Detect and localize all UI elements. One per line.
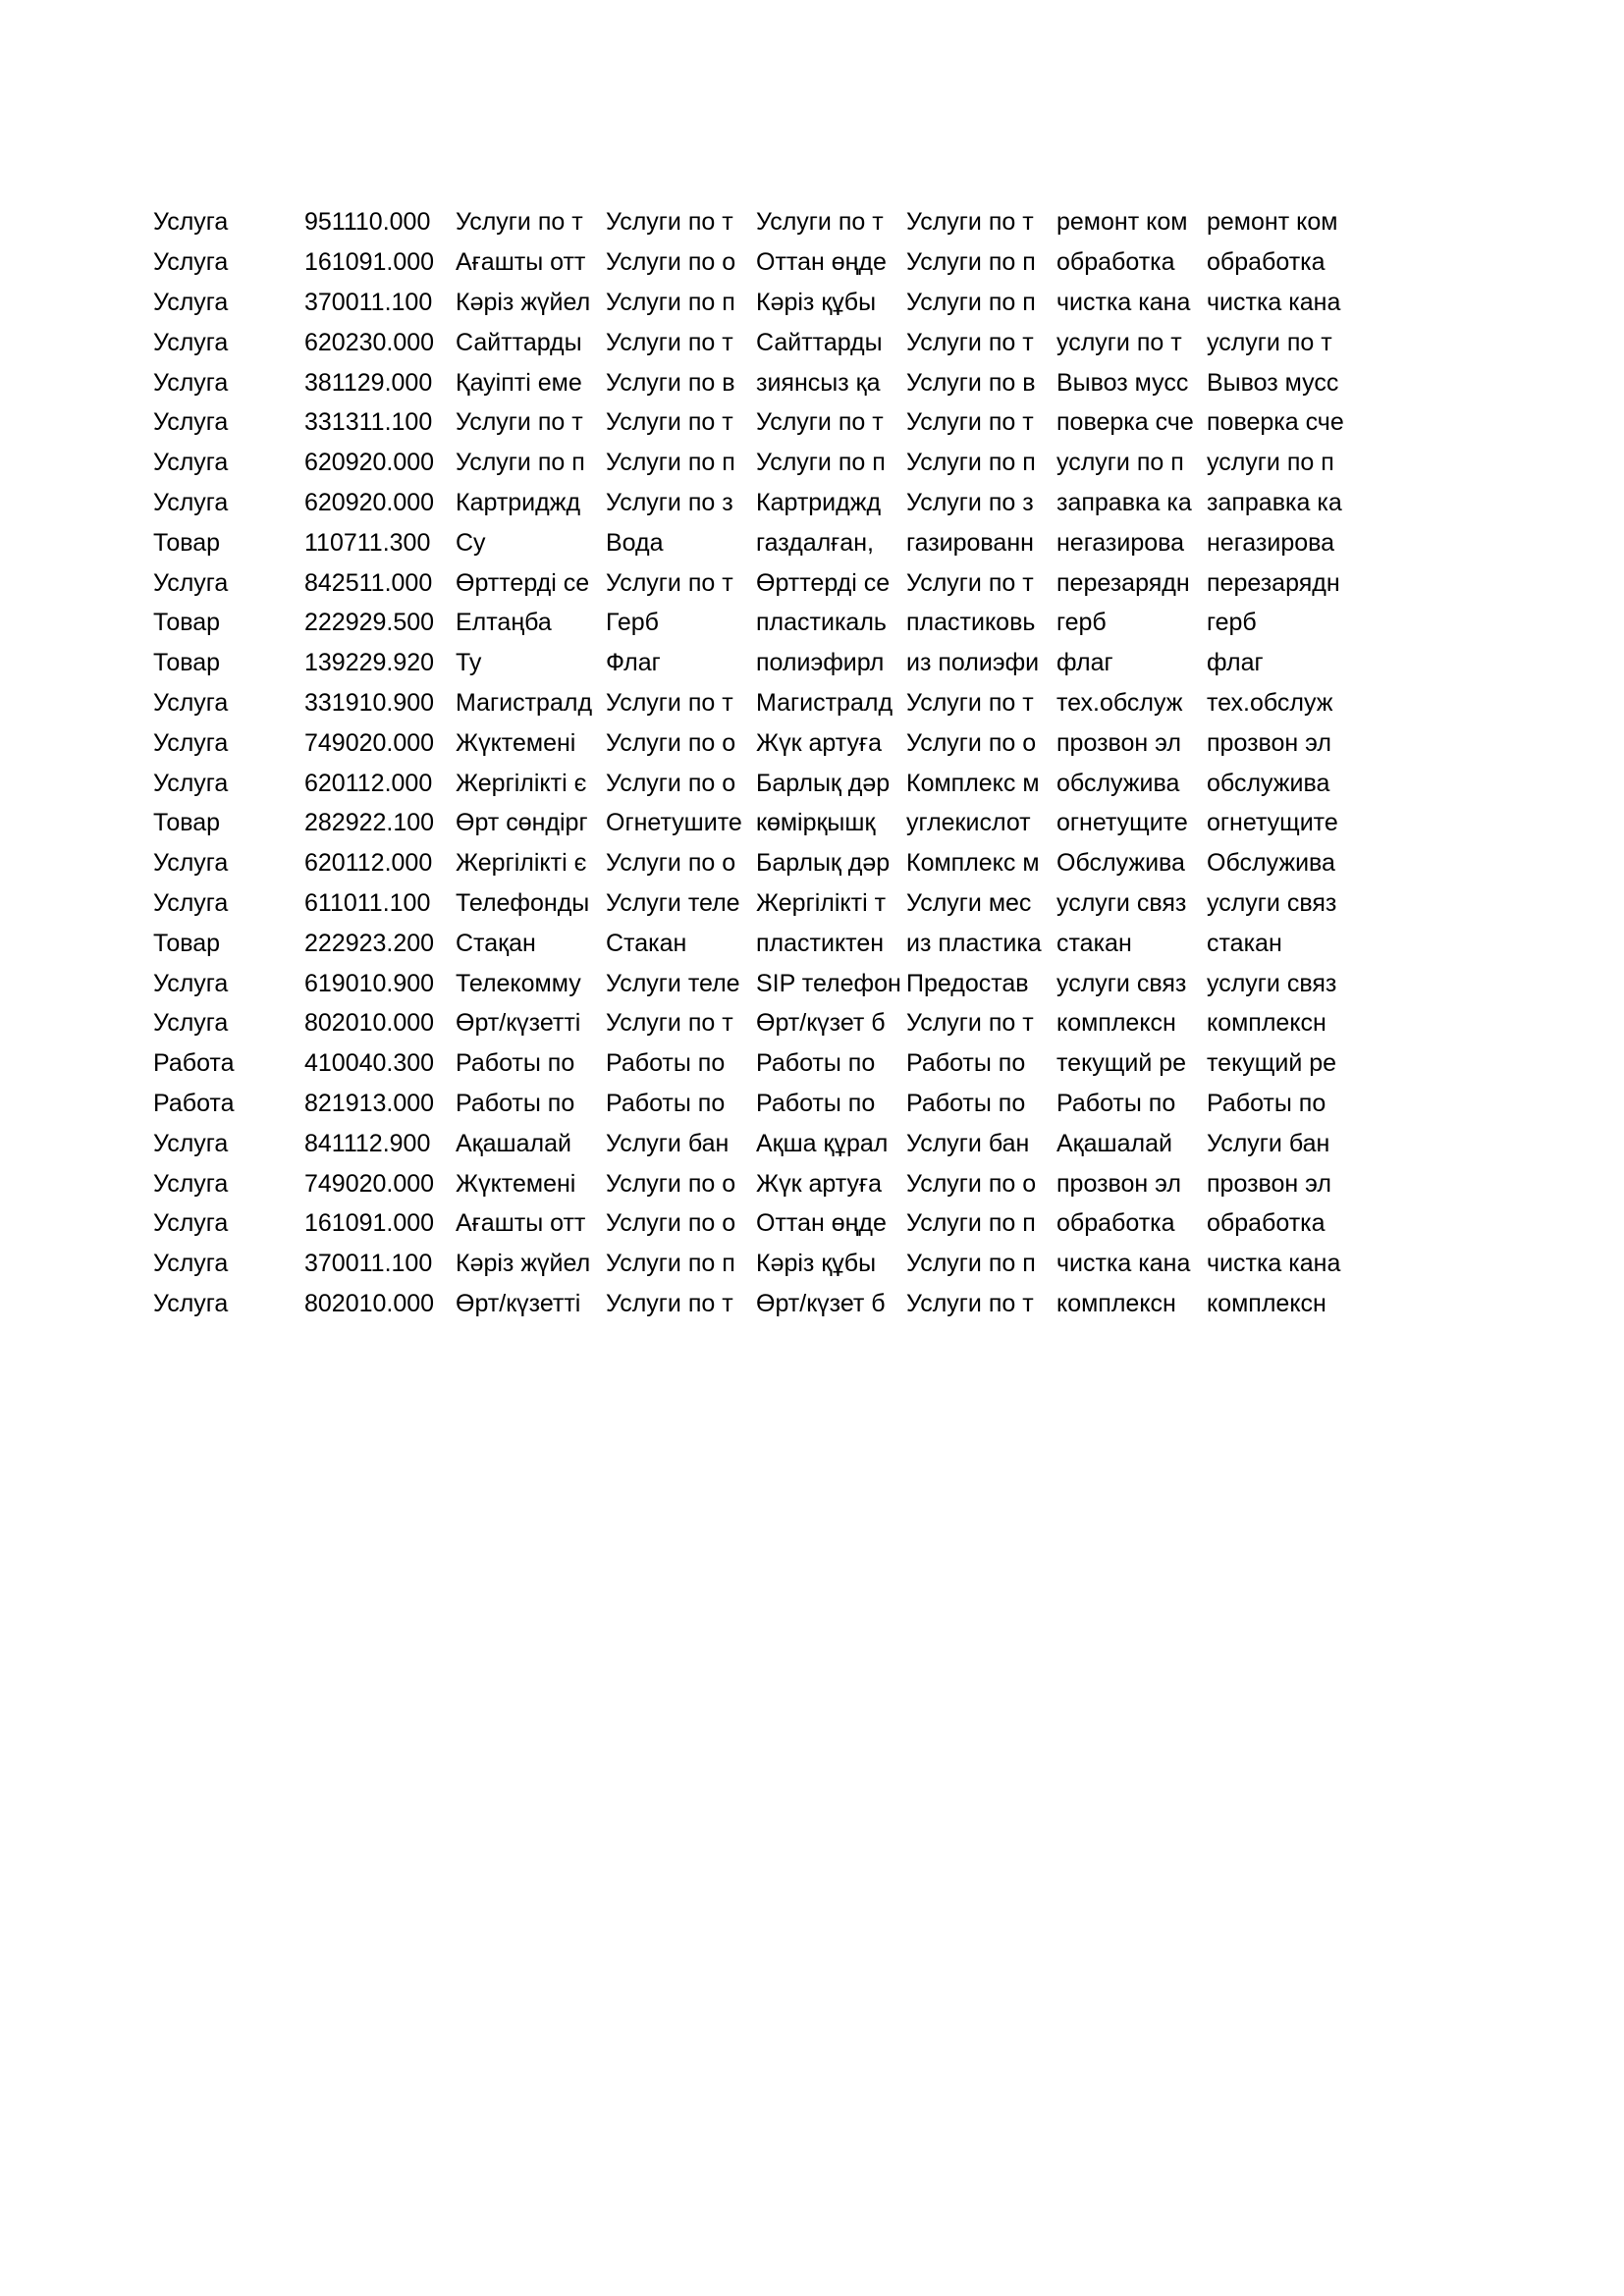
type-cell: Услуга [153, 888, 229, 917]
extra-desc-cell: герб [1056, 609, 1107, 637]
table-row [153, 1203, 1361, 1244]
desc-kz-cell: SIP телефон [756, 969, 901, 997]
type-cell: Услуга [153, 408, 229, 437]
type-cell: Работа [153, 1089, 235, 1117]
name-ru-cell: Вода [606, 528, 664, 557]
table-row [153, 843, 1361, 883]
name-ru-cell: Услуги по т [606, 328, 733, 356]
name-kz-cell: Өрттерді се [456, 568, 590, 597]
table-row [153, 283, 1361, 323]
name-kz-cell: Сайттарды [456, 328, 582, 356]
name-ru-cell: Услуги по т [606, 408, 733, 437]
extra-desc-cell: прозвон эл [1056, 1169, 1181, 1198]
table-row [153, 562, 1361, 603]
table-row [153, 322, 1361, 362]
extra-desc-cell: услуги по т [1056, 328, 1182, 356]
code-cell: 749020.000 [304, 728, 435, 757]
extra-desc-ru-cell: комплексн [1207, 1289, 1326, 1317]
desc-kz-cell: көмірқышқ [756, 809, 876, 837]
desc-kz-cell: Жүк артуға [756, 1169, 882, 1198]
desc-ru-cell: Услуги по т [906, 408, 1034, 437]
desc-kz-cell: Услуги по п [756, 449, 886, 477]
code-cell: 331311.100 [304, 408, 433, 437]
name-ru-cell: Флаг [606, 649, 661, 677]
extra-desc-ru-cell: услуги по т [1207, 328, 1332, 356]
table-row [153, 242, 1361, 283]
type-cell: Услуга [153, 568, 229, 597]
name-ru-cell: Услуги по п [606, 449, 735, 477]
desc-kz-cell: пластикаль [756, 609, 887, 637]
desc-kz-cell: Услуги по т [756, 408, 884, 437]
table-row [153, 522, 1361, 562]
extra-desc-ru-cell: поверка сче [1207, 408, 1344, 437]
desc-ru-cell: Услуги по т [906, 1009, 1034, 1038]
type-cell: Услуга [153, 769, 229, 797]
spreadsheet-table [153, 202, 1361, 1323]
desc-ru-cell: Услуги по п [906, 288, 1036, 316]
desc-ru-cell: углекислот [906, 809, 1031, 837]
desc-ru-cell: Услуги по п [906, 248, 1036, 277]
desc-ru-cell: Услуги по п [906, 1209, 1036, 1238]
name-kz-cell: Су [456, 528, 486, 557]
table-row [153, 1084, 1361, 1124]
desc-kz-cell: Кәріз құбы [756, 1250, 877, 1278]
type-cell: Товар [153, 649, 221, 677]
extra-desc-cell: обработка [1056, 1209, 1175, 1238]
desc-kz-cell: зиянсыз қа [756, 368, 881, 397]
code-cell: 620112.000 [304, 849, 433, 878]
name-ru-cell: Услуги по з [606, 488, 733, 516]
type-cell: Услуга [153, 288, 229, 316]
extra-desc-cell: тех.обслуж [1056, 688, 1183, 717]
name-ru-cell: Услуги по о [606, 769, 736, 797]
table-row [153, 763, 1361, 803]
desc-ru-cell: Услуги по з [906, 488, 1034, 516]
code-cell: 841112.900 [304, 1129, 431, 1157]
code-cell: 802010.000 [304, 1289, 435, 1317]
extra-desc-ru-cell: чистка кана [1207, 1250, 1341, 1278]
table-row [153, 883, 1361, 924]
extra-desc-ru-cell: тех.обслуж [1207, 688, 1333, 717]
name-kz-cell: Магистралд [456, 688, 593, 717]
extra-desc-ru-cell: услуги по п [1207, 449, 1334, 477]
name-ru-cell: Огнетушите [606, 809, 742, 837]
code-cell: 161091.000 [304, 1209, 435, 1238]
extra-desc-ru-cell: обработка [1207, 248, 1326, 277]
name-kz-cell: Стақан [456, 929, 536, 957]
extra-desc-ru-cell: Услуги бан [1207, 1129, 1330, 1157]
table-row [153, 963, 1361, 1003]
extra-desc-cell: заправка ка [1056, 488, 1192, 516]
name-ru-cell: Услуги по о [606, 248, 736, 277]
extra-desc-cell: услуги связ [1056, 969, 1187, 997]
extra-desc-cell: обработка [1056, 248, 1175, 277]
code-cell: 620920.000 [304, 449, 435, 477]
extra-desc-ru-cell: Вывоз мусс [1207, 368, 1339, 397]
desc-ru-cell: Комплекс м [906, 849, 1040, 878]
type-cell: Услуга [153, 728, 229, 757]
name-kz-cell: Елтаңба [456, 609, 552, 637]
name-kz-cell: Жергілікті є [456, 769, 587, 797]
type-cell: Услуга [153, 1209, 229, 1238]
desc-ru-cell: Услуги по т [906, 568, 1034, 597]
extra-desc-cell: комплексн [1056, 1289, 1176, 1317]
name-kz-cell: Кәріз жүйел [456, 1250, 591, 1278]
extra-desc-ru-cell: Работы по [1207, 1089, 1326, 1117]
code-cell: 161091.000 [304, 248, 435, 277]
desc-kz-cell: Картриджд [756, 488, 882, 516]
desc-kz-cell: газдалған, [756, 528, 874, 557]
name-kz-cell: Услуги по т [456, 408, 583, 437]
desc-kz-cell: полиэфирл [756, 649, 885, 677]
type-cell: Услуга [153, 368, 229, 397]
code-cell: 331910.900 [304, 688, 435, 717]
name-kz-cell: Өрт/күзетті [456, 1009, 581, 1038]
table-row [153, 402, 1361, 443]
extra-desc-ru-cell: услуги связ [1207, 969, 1337, 997]
extra-desc-cell: Обслужива [1056, 849, 1185, 878]
extra-desc-cell: огнетущите [1056, 809, 1188, 837]
type-cell: Услуга [153, 969, 229, 997]
type-cell: Услуга [153, 688, 229, 717]
name-kz-cell: Ағашты отт [456, 1209, 586, 1238]
extra-desc-ru-cell: негазирова [1207, 528, 1335, 557]
extra-desc-ru-cell: Обслужива [1207, 849, 1335, 878]
extra-desc-cell: Работы по [1056, 1089, 1176, 1117]
desc-kz-cell: Барлық дәр [756, 769, 891, 797]
code-cell: 802010.000 [304, 1009, 435, 1038]
extra-desc-cell: комплексн [1056, 1009, 1176, 1038]
table-row [153, 1003, 1361, 1043]
extra-desc-cell: Ақашалай [1056, 1129, 1172, 1157]
desc-ru-cell: газированн [906, 528, 1034, 557]
extra-desc-cell: флаг [1056, 649, 1113, 677]
extra-desc-ru-cell: прозвон эл [1207, 1169, 1331, 1198]
table-row [153, 1043, 1361, 1084]
code-cell: 951110.000 [304, 208, 431, 237]
type-cell: Услуга [153, 849, 229, 878]
extra-desc-cell: прозвон эл [1056, 728, 1181, 757]
extra-desc-ru-cell: обслужива [1207, 769, 1330, 797]
code-cell: 821913.000 [304, 1089, 435, 1117]
extra-desc-cell: услуги связ [1056, 888, 1187, 917]
name-kz-cell: Ағашты отт [456, 248, 586, 277]
type-cell: Услуга [153, 449, 229, 477]
name-kz-cell: Жүктемені [456, 728, 576, 757]
table-row [153, 362, 1361, 402]
code-cell: 222923.200 [304, 929, 435, 957]
type-cell: Услуга [153, 208, 229, 237]
type-cell: Услуга [153, 1169, 229, 1198]
desc-kz-cell: пластиктен [756, 929, 885, 957]
type-cell: Товар [153, 528, 221, 557]
table-row [153, 443, 1361, 483]
name-kz-cell: Телефонды [456, 888, 590, 917]
extra-desc-ru-cell: прозвон эл [1207, 728, 1331, 757]
extra-desc-cell: обслужива [1056, 769, 1180, 797]
name-ru-cell: Стакан [606, 929, 687, 957]
name-kz-cell: Работы по [456, 1089, 575, 1117]
code-cell: 381129.000 [304, 368, 433, 397]
extra-desc-ru-cell: текущий ре [1207, 1049, 1337, 1078]
table-row [153, 923, 1361, 963]
desc-ru-cell: из пластика [906, 929, 1042, 957]
name-ru-cell: Услуги по т [606, 568, 733, 597]
desc-ru-cell: Услуги по о [906, 728, 1037, 757]
type-cell: Услуга [153, 1009, 229, 1038]
name-ru-cell: Услуги по в [606, 368, 735, 397]
desc-ru-cell: Услуги по т [906, 328, 1034, 356]
name-ru-cell: Работы по [606, 1049, 726, 1078]
extra-desc-ru-cell: перезарядн [1207, 568, 1340, 597]
desc-ru-cell: Услуги по т [906, 208, 1034, 237]
table-row [153, 1163, 1361, 1203]
extra-desc-cell: поверка сче [1056, 408, 1194, 437]
code-cell: 620920.000 [304, 488, 435, 516]
desc-kz-cell: Өрт/күзет б [756, 1009, 886, 1038]
extra-desc-ru-cell: комплексн [1207, 1009, 1326, 1038]
code-cell: 620230.000 [304, 328, 435, 356]
desc-kz-cell: Работы по [756, 1089, 876, 1117]
desc-ru-cell: Работы по [906, 1049, 1026, 1078]
extra-desc-ru-cell: флаг [1207, 649, 1264, 677]
extra-desc-ru-cell: герб [1207, 609, 1257, 637]
extra-desc-ru-cell: заправка ка [1207, 488, 1342, 516]
table-row [153, 483, 1361, 523]
type-cell: Работа [153, 1049, 235, 1078]
type-cell: Услуга [153, 488, 229, 516]
desc-ru-cell: Услуги по п [906, 449, 1036, 477]
type-cell: Услуга [153, 1129, 229, 1157]
desc-ru-cell: пластиковь [906, 609, 1036, 637]
desc-kz-cell: Жүк артуға [756, 728, 882, 757]
code-cell: 620112.000 [304, 769, 433, 797]
extra-desc-ru-cell: услуги связ [1207, 888, 1337, 917]
table-row [153, 643, 1361, 683]
extra-desc-ru-cell: чистка кана [1207, 288, 1341, 316]
desc-kz-cell: Услуги по т [756, 208, 884, 237]
code-cell: 370011.100 [304, 1250, 433, 1278]
code-cell: 282922.100 [304, 809, 435, 837]
desc-ru-cell: Услуги по т [906, 1289, 1034, 1317]
desc-kz-cell: Работы по [756, 1049, 876, 1078]
extra-desc-cell: услуги по п [1056, 449, 1184, 477]
desc-ru-cell: Предостав [906, 969, 1029, 997]
name-ru-cell: Услуги по т [606, 208, 733, 237]
desc-ru-cell: из полиэфи [906, 649, 1040, 677]
name-kz-cell: Картриджд [456, 488, 581, 516]
extra-desc-cell: Вывоз мусс [1056, 368, 1189, 397]
name-ru-cell: Услуги по п [606, 288, 735, 316]
name-ru-cell: Услуги по т [606, 1009, 733, 1038]
code-cell: 410040.300 [304, 1049, 435, 1078]
name-kz-cell: Телекомму [456, 969, 581, 997]
name-kz-cell: Өрт сөндірг [456, 809, 588, 837]
extra-desc-cell: негазирова [1056, 528, 1185, 557]
extra-desc-ru-cell: обработка [1207, 1209, 1326, 1238]
name-ru-cell: Услуги по т [606, 1289, 733, 1317]
name-kz-cell: Услуги по п [456, 449, 585, 477]
desc-kz-cell: Ақша құрал [756, 1129, 889, 1157]
desc-ru-cell: Работы по [906, 1089, 1026, 1117]
desc-kz-cell: Жергілікті т [756, 888, 887, 917]
extra-desc-cell: текущий ре [1056, 1049, 1187, 1078]
name-kz-cell: Работы по [456, 1049, 575, 1078]
name-ru-cell: Услуги по о [606, 1169, 736, 1198]
name-ru-cell: Услуги по о [606, 728, 736, 757]
desc-kz-cell: Кәріз құбы [756, 288, 877, 316]
name-kz-cell: Жүктемені [456, 1169, 576, 1198]
name-ru-cell: Работы по [606, 1089, 726, 1117]
desc-kz-cell: Барлық дәр [756, 849, 891, 878]
extra-desc-ru-cell: огнетущите [1207, 809, 1338, 837]
type-cell: Услуга [153, 248, 229, 277]
table-row [153, 1284, 1361, 1324]
extra-desc-cell: чистка кана [1056, 288, 1191, 316]
table-row [153, 683, 1361, 723]
extra-desc-ru-cell: ремонт ком [1207, 208, 1338, 237]
extra-desc-cell: ремонт ком [1056, 208, 1188, 237]
desc-ru-cell: Услуги по в [906, 368, 1036, 397]
name-kz-cell: Өрт/күзетті [456, 1289, 581, 1317]
name-ru-cell: Услуги теле [606, 969, 740, 997]
name-kz-cell: Ақашалай [456, 1129, 571, 1157]
extra-desc-cell: стакан [1056, 929, 1132, 957]
desc-ru-cell: Услуги мес [906, 888, 1032, 917]
desc-ru-cell: Услуги бан [906, 1129, 1030, 1157]
type-cell: Товар [153, 609, 221, 637]
type-cell: Товар [153, 809, 221, 837]
table-row [153, 1123, 1361, 1163]
name-kz-cell: Ту [456, 649, 482, 677]
type-cell: Товар [153, 929, 221, 957]
type-cell: Услуга [153, 1289, 229, 1317]
name-ru-cell: Услуги бан [606, 1129, 730, 1157]
desc-ru-cell: Комплекс м [906, 769, 1040, 797]
name-ru-cell: Услуги по п [606, 1250, 735, 1278]
desc-ru-cell: Услуги по о [906, 1169, 1037, 1198]
name-kz-cell: Жергілікті є [456, 849, 587, 878]
name-kz-cell: Қауіпті еме [456, 368, 582, 397]
name-kz-cell: Услуги по т [456, 208, 583, 237]
type-cell: Услуга [153, 1250, 229, 1278]
name-kz-cell: Кәріз жүйел [456, 288, 591, 316]
extra-desc-ru-cell: стакан [1207, 929, 1282, 957]
name-ru-cell: Услуги по т [606, 688, 733, 717]
table-row [153, 722, 1361, 763]
desc-kz-cell: Сайттарды [756, 328, 883, 356]
desc-kz-cell: Өрт/күзет б [756, 1289, 886, 1317]
name-ru-cell: Услуги по о [606, 1209, 736, 1238]
table-row [153, 202, 1361, 242]
code-cell: 749020.000 [304, 1169, 435, 1198]
code-cell: 110711.300 [304, 528, 431, 557]
extra-desc-cell: чистка кана [1056, 1250, 1191, 1278]
code-cell: 842511.000 [304, 568, 433, 597]
name-ru-cell: Герб [606, 609, 659, 637]
table-row [153, 603, 1361, 643]
desc-kz-cell: Оттан өңде [756, 248, 887, 277]
desc-kz-cell: Магистралд [756, 688, 893, 717]
desc-kz-cell: Оттан өңде [756, 1209, 887, 1238]
table-row [153, 803, 1361, 843]
name-ru-cell: Услуги теле [606, 888, 740, 917]
type-cell: Услуга [153, 328, 229, 356]
name-ru-cell: Услуги по о [606, 849, 736, 878]
desc-ru-cell: Услуги по т [906, 688, 1034, 717]
code-cell: 370011.100 [304, 288, 433, 316]
code-cell: 619010.900 [304, 969, 435, 997]
desc-kz-cell: Өрттерді се [756, 568, 891, 597]
code-cell: 222929.500 [304, 609, 435, 637]
extra-desc-cell: перезарядн [1056, 568, 1190, 597]
code-cell: 611011.100 [304, 888, 431, 917]
desc-ru-cell: Услуги по п [906, 1250, 1036, 1278]
code-cell: 139229.920 [304, 649, 435, 677]
table-row [153, 1244, 1361, 1284]
